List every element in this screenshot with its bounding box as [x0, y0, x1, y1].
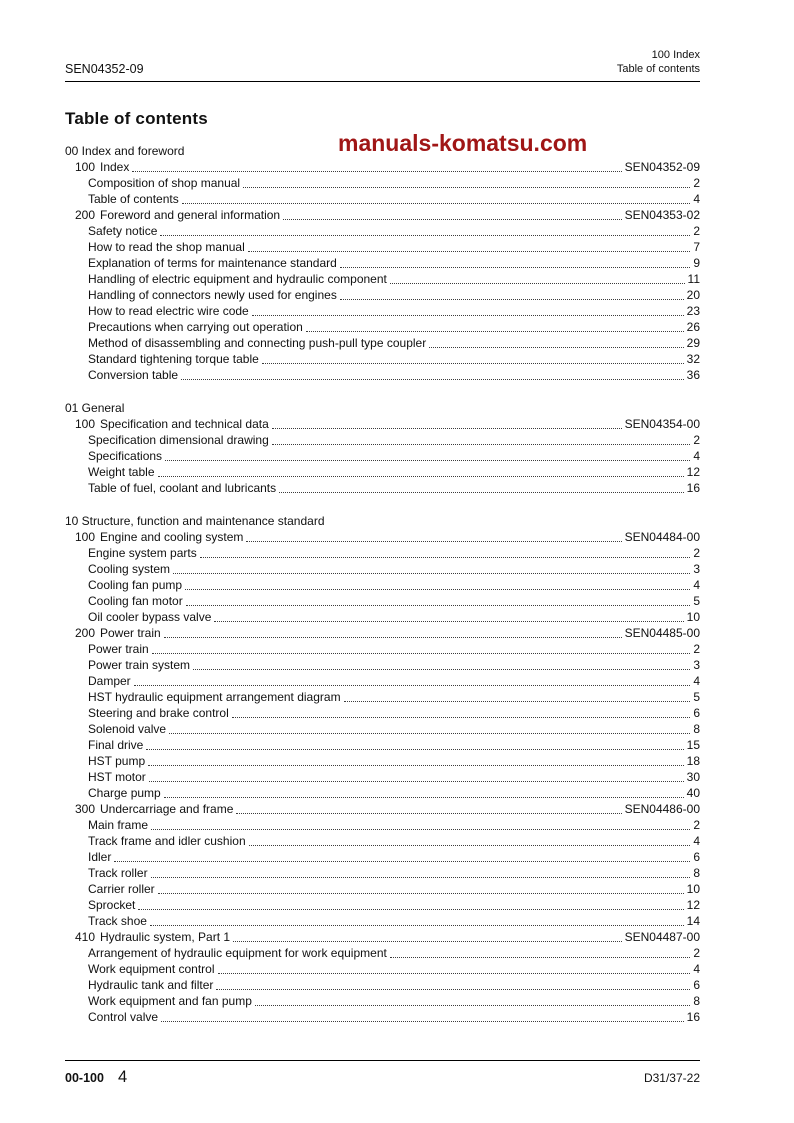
group-title: Engine and cooling system: [100, 530, 244, 544]
item-label: Table of fuel, coolant and lubricants: [88, 481, 277, 495]
item-label: Power train: [88, 642, 149, 656]
dot-leader: [279, 492, 684, 493]
item-label: Final drive: [88, 738, 144, 752]
dot-leader: [340, 267, 691, 268]
item-page-number: 6: [693, 850, 700, 864]
item-page-number: 2: [693, 176, 700, 190]
toc-item-row: [65, 480, 700, 496]
toc-item-row: [65, 977, 700, 993]
footer-page-number: 4: [117, 1068, 128, 1086]
toc-item-row: [65, 271, 700, 287]
header-breadcrumb: [617, 48, 700, 76]
toc-item-row: [65, 561, 700, 577]
item-page-number: 8: [693, 866, 700, 880]
item-page-number: 11: [687, 272, 700, 286]
toc-item-row: [65, 351, 700, 367]
toc-section: [65, 143, 700, 383]
item-label: Idler: [88, 850, 112, 864]
group-number: 100: [75, 417, 96, 431]
item-page-number: 20: [686, 288, 700, 302]
item-page-number: 36: [686, 368, 700, 382]
dot-leader: [249, 845, 691, 846]
toc-item-row: [65, 993, 700, 1009]
item-page-number: 16: [686, 481, 700, 495]
item-page-number: 23: [686, 304, 700, 318]
item-label: Oil cooler bypass valve: [88, 610, 212, 624]
item-page-number: 2: [693, 946, 700, 960]
dot-leader: [114, 861, 690, 862]
dot-leader: [236, 813, 621, 814]
toc-group-row: [65, 801, 700, 817]
group-ref-code: SEN04484-00: [624, 530, 700, 544]
item-page-number: 3: [693, 658, 700, 672]
group-title: Specification and technical data: [100, 417, 269, 431]
dot-leader: [344, 701, 691, 702]
item-page-number: 8: [693, 722, 700, 736]
item-page-number: 5: [693, 690, 700, 704]
item-label: Method of disassembling and connecting push-pull type coupler: [88, 336, 427, 350]
item-page-number: 9: [693, 256, 700, 270]
dot-leader: [306, 331, 684, 332]
dot-leader: [152, 653, 691, 654]
section-heading: 00 Index and foreword: [65, 144, 185, 158]
dot-leader: [151, 877, 691, 878]
item-page-number: 4: [693, 192, 700, 206]
item-page-number: 2: [693, 546, 700, 560]
toc-item-row: [65, 945, 700, 961]
dot-leader: [429, 347, 683, 348]
toc-item-row: [65, 705, 700, 721]
toc-item-row: [65, 303, 700, 319]
toc-sections: [65, 143, 700, 1025]
footer-left: [65, 1068, 127, 1087]
group-title: Hydraulic system, Part 1: [100, 930, 231, 944]
dot-leader: [158, 476, 684, 477]
dot-leader: [150, 925, 684, 926]
toc-item-row: [65, 753, 700, 769]
toc-section: [65, 400, 700, 496]
group-number: 100: [75, 530, 96, 544]
page-footer: [65, 1060, 700, 1087]
toc-item-row: [65, 689, 700, 705]
dot-leader: [252, 315, 684, 316]
dot-leader: [216, 989, 690, 990]
toc-item-row: [65, 609, 700, 625]
dot-leader: [272, 444, 691, 445]
toc-item-row: [65, 641, 700, 657]
toc-item-row: [65, 577, 700, 593]
item-page-number: 10: [686, 882, 700, 896]
dot-leader: [158, 893, 684, 894]
item-label: Specifications: [88, 449, 163, 463]
dot-leader: [132, 171, 621, 172]
dot-leader: [218, 973, 691, 974]
item-label: Damper: [88, 674, 131, 688]
group-number: 300: [75, 802, 96, 816]
dot-leader: [148, 765, 684, 766]
group-number: 200: [75, 626, 96, 640]
item-label: Weight table: [88, 465, 155, 479]
toc-item-row: [65, 769, 700, 785]
item-label: Carrier roller: [88, 882, 155, 896]
toc-item-row: [65, 335, 700, 351]
item-label: Track frame and idler cushion: [88, 834, 246, 848]
item-page-number: 2: [693, 818, 700, 832]
toc-item-row: [65, 817, 700, 833]
dot-leader: [151, 829, 690, 830]
toc-group-row: [65, 529, 700, 545]
dot-leader: [283, 219, 622, 220]
header-section-ref: 100 Index: [651, 49, 700, 61]
item-label: Composition of shop manual: [88, 176, 241, 190]
group-title: Foreword and general information: [100, 208, 281, 222]
dot-leader: [182, 203, 691, 204]
toc-group-row: [65, 159, 700, 175]
group-ref-code: SEN04486-00: [624, 802, 700, 816]
group-ref-code: SEN04352-09: [624, 160, 700, 174]
item-label: Explanation of terms for maintenance standard: [88, 256, 337, 270]
toc-item-row: [65, 897, 700, 913]
toc-item-row: [65, 432, 700, 448]
toc-item-row: [65, 255, 700, 271]
item-label: Track shoe: [88, 914, 147, 928]
item-label: How to read electric wire code: [88, 304, 249, 318]
page-header: [65, 48, 700, 82]
toc-item-row: [65, 865, 700, 881]
item-label: HST hydraulic equipment arrangement diagram: [88, 690, 341, 704]
section-heading: 01 General: [65, 401, 125, 415]
dot-leader: [149, 781, 684, 782]
footer-model-code: D31/37-22: [643, 1071, 700, 1085]
item-page-number: 15: [686, 738, 700, 752]
dot-leader: [390, 283, 685, 284]
dot-leader: [243, 187, 690, 188]
toc-section: [65, 513, 700, 1025]
dot-leader: [169, 733, 690, 734]
item-page-number: 4: [693, 578, 700, 592]
item-page-number: 4: [693, 449, 700, 463]
item-page-number: 18: [686, 754, 700, 768]
item-page-number: 29: [686, 336, 700, 350]
group-number: 100: [75, 160, 96, 174]
item-label: Handling of electric equipment and hydraulic component: [88, 272, 387, 286]
item-label: HST pump: [88, 754, 146, 768]
item-page-number: 14: [686, 914, 700, 928]
group-number: 200: [75, 208, 96, 222]
toc-group-row: [65, 416, 700, 432]
item-label: Charge pump: [88, 786, 161, 800]
group-ref-code: SEN04354-00: [624, 417, 700, 431]
item-label: Main frame: [88, 818, 149, 832]
item-page-number: 26: [686, 320, 700, 334]
dot-leader: [272, 428, 622, 429]
dot-leader: [233, 941, 622, 942]
section-heading: 10 Structure, function and maintenance standard: [65, 514, 325, 528]
dot-leader: [146, 749, 683, 750]
item-label: Sprocket: [88, 898, 136, 912]
toc-item-row: [65, 545, 700, 561]
item-page-number: 16: [686, 1010, 700, 1024]
item-label: Engine system parts: [88, 546, 197, 560]
item-label: Control valve: [88, 1010, 159, 1024]
item-label: Handling of connectors newly used for engines: [88, 288, 337, 302]
dot-leader: [173, 573, 690, 574]
item-label: Standard tightening torque table: [88, 352, 259, 366]
item-label: Steering and brake control: [88, 706, 229, 720]
item-label: Arrangement of hydraulic equipment for work equipment: [88, 946, 387, 960]
item-label: How to read the shop manual: [88, 240, 245, 254]
group-ref-code: SEN04353-02: [624, 208, 700, 222]
page-title: Table of contents: [65, 109, 208, 128]
item-label: HST motor: [88, 770, 146, 784]
header-subsection-ref: Table of contents: [616, 63, 700, 75]
dot-leader: [181, 379, 684, 380]
dot-leader: [340, 299, 684, 300]
dot-leader: [262, 363, 684, 364]
group-ref-code: SEN04485-00: [624, 626, 700, 640]
item-page-number: 12: [686, 898, 700, 912]
dot-leader: [164, 797, 684, 798]
toc-item-row: [65, 593, 700, 609]
toc-item-row: [65, 287, 700, 303]
dot-leader: [255, 1005, 690, 1006]
item-label: Cooling fan pump: [88, 578, 183, 592]
toc-item-row: [65, 657, 700, 673]
watermark: manuals-komatsu.com: [338, 130, 588, 156]
toc-item-row: [65, 464, 700, 480]
item-page-number: 6: [693, 978, 700, 992]
dot-leader: [246, 541, 621, 542]
group-number: 410: [75, 930, 96, 944]
toc-item-row: [65, 881, 700, 897]
item-label: Specification dimensional drawing: [88, 433, 269, 447]
dot-leader: [165, 460, 690, 461]
item-label: Conversion table: [88, 368, 179, 382]
item-label: Track roller: [88, 866, 148, 880]
toc-item-row: [65, 913, 700, 929]
item-label: Safety notice: [88, 224, 158, 238]
item-page-number: 4: [693, 674, 700, 688]
toc-item-row: [65, 448, 700, 464]
toc-item-row: [65, 1009, 700, 1025]
group-title: Index: [100, 160, 130, 174]
document-code: SEN04352-09: [65, 62, 144, 76]
item-page-number: 5: [693, 594, 700, 608]
item-page-number: 10: [686, 610, 700, 624]
toc-group-row: [65, 929, 700, 945]
toc-item-row: [65, 833, 700, 849]
dot-leader: [185, 589, 690, 590]
dot-leader: [160, 235, 690, 236]
toc-item-row: [65, 785, 700, 801]
item-page-number: 4: [693, 962, 700, 976]
item-label: Work equipment and fan pump: [88, 994, 252, 1008]
item-page-number: 12: [686, 465, 700, 479]
toc-item-row: [65, 673, 700, 689]
item-label: Hydraulic tank and filter: [88, 978, 214, 992]
item-label: Precautions when carrying out operation: [88, 320, 303, 334]
dot-leader: [248, 251, 691, 252]
item-page-number: 2: [693, 224, 700, 238]
dot-leader: [232, 717, 691, 718]
dot-leader: [200, 557, 691, 558]
toc-group-row: [65, 625, 700, 641]
dot-leader: [134, 685, 691, 686]
dot-leader: [214, 621, 683, 622]
item-page-number: 30: [686, 770, 700, 784]
item-label: Work equipment control: [88, 962, 215, 976]
toc-item-row: [65, 175, 700, 191]
dot-leader: [186, 605, 691, 606]
item-page-number: 7: [693, 240, 700, 254]
toc-item-row: [65, 737, 700, 753]
item-page-number: 3: [693, 562, 700, 576]
item-label: Power train system: [88, 658, 191, 672]
toc-item-row: [65, 239, 700, 255]
toc-item-row: [65, 849, 700, 865]
toc-item-row: [65, 961, 700, 977]
dot-leader: [138, 909, 683, 910]
dot-leader: [164, 637, 622, 638]
item-page-number: 40: [686, 786, 700, 800]
dot-leader: [390, 957, 690, 958]
item-page-number: 8: [693, 994, 700, 1008]
toc-item-row: [65, 721, 700, 737]
group-ref-code: SEN04487-00: [624, 930, 700, 944]
item-label: Cooling fan motor: [88, 594, 183, 608]
item-label: Table of contents: [88, 192, 179, 206]
group-title: Power train: [100, 626, 161, 640]
item-page-number: 6: [693, 706, 700, 720]
dot-leader: [161, 1021, 684, 1022]
group-title: Undercarriage and frame: [100, 802, 234, 816]
item-page-number: 4: [693, 834, 700, 848]
toc-item-row: [65, 223, 700, 239]
toc-item-row: [65, 319, 700, 335]
item-page-number: 32: [686, 352, 700, 366]
item-label: Cooling system: [88, 562, 171, 576]
item-label: Solenoid valve: [88, 722, 167, 736]
item-page-number: 2: [693, 433, 700, 447]
toc-group-row: [65, 207, 700, 223]
item-page-number: 2: [693, 642, 700, 656]
dot-leader: [193, 669, 690, 670]
toc-item-row: [65, 191, 700, 207]
toc-item-row: [65, 367, 700, 383]
footer-doc-section: 00-100: [65, 1071, 104, 1085]
